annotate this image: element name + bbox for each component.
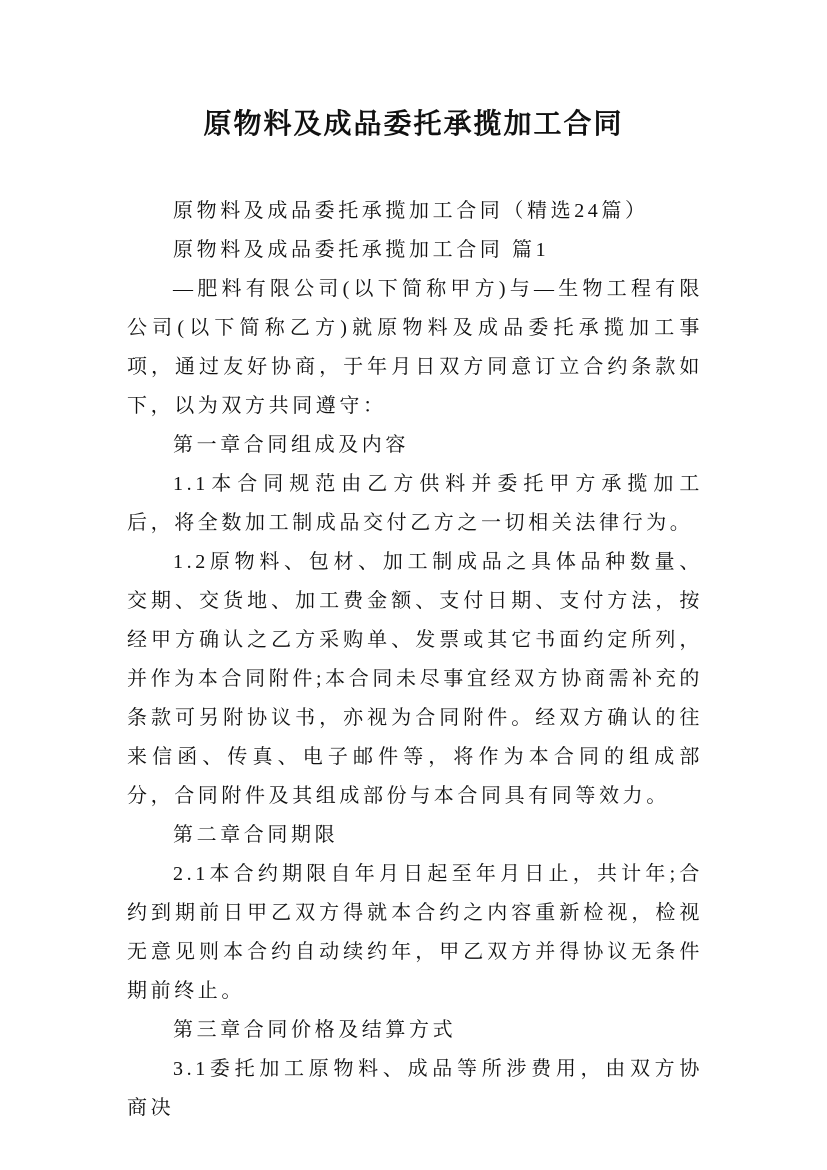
document-body xyxy=(127,192,703,1128)
clause-paragraph: 1.2原物料、包材、加工制成品之具体品种数量、交期、交货地、加工费金额、支付日期、支付方法，按经甲方确认之乙方采购单、发票或其它书面约定所列，并作为本合同附件;本合同未尽事宜经双方协商需补充的条款可另附协议书，亦视为合同附件。经双方确认的往来信函、传真、电子邮件等，将作为本合同的组成部分，合同附件及其组成部份与本合同具有同等效力。 xyxy=(127,551,703,807)
chapter-heading: 第二章合同期限 xyxy=(173,824,339,846)
clause-paragraph: 2.1本合约期限自年月日起至年月日止，共计年;合约到期前日甲乙双方得就本合约之内容重新检视，检视无意见则本合约自动续约年，甲乙双方并得协议无条件期前终止。 xyxy=(127,863,703,1002)
section-heading: 原物料及成品委托承揽加工合同 篇1 xyxy=(173,239,550,261)
chapter-heading: 第三章合同价格及结算方式 xyxy=(173,1019,457,1041)
clause-paragraph: 1.1本合同规范由乙方供料并委托甲方承揽加工后，将全数加工制成品交付乙方之一切相关法律行为。 xyxy=(127,473,703,534)
clause-paragraph: 3.1委托加工原物料、成品等所涉费用，由双方协商决 xyxy=(127,1058,703,1119)
chapter-heading: 第一章合同组成及内容 xyxy=(173,434,409,456)
document-subtitle: 原物料及成品委托承揽加工合同（精选24篇） xyxy=(173,200,649,222)
intro-paragraph: —肥料有限公司(以下简称甲方)与—生物工程有限公司(以下简称乙方)就原物料及成品委托承揽加工事项，通过友好协商，于年月日双方同意订立合约条款如下，以为双方共同遵守： xyxy=(127,278,703,417)
document-title: 原物料及成品委托承揽加工合同 xyxy=(203,109,624,140)
